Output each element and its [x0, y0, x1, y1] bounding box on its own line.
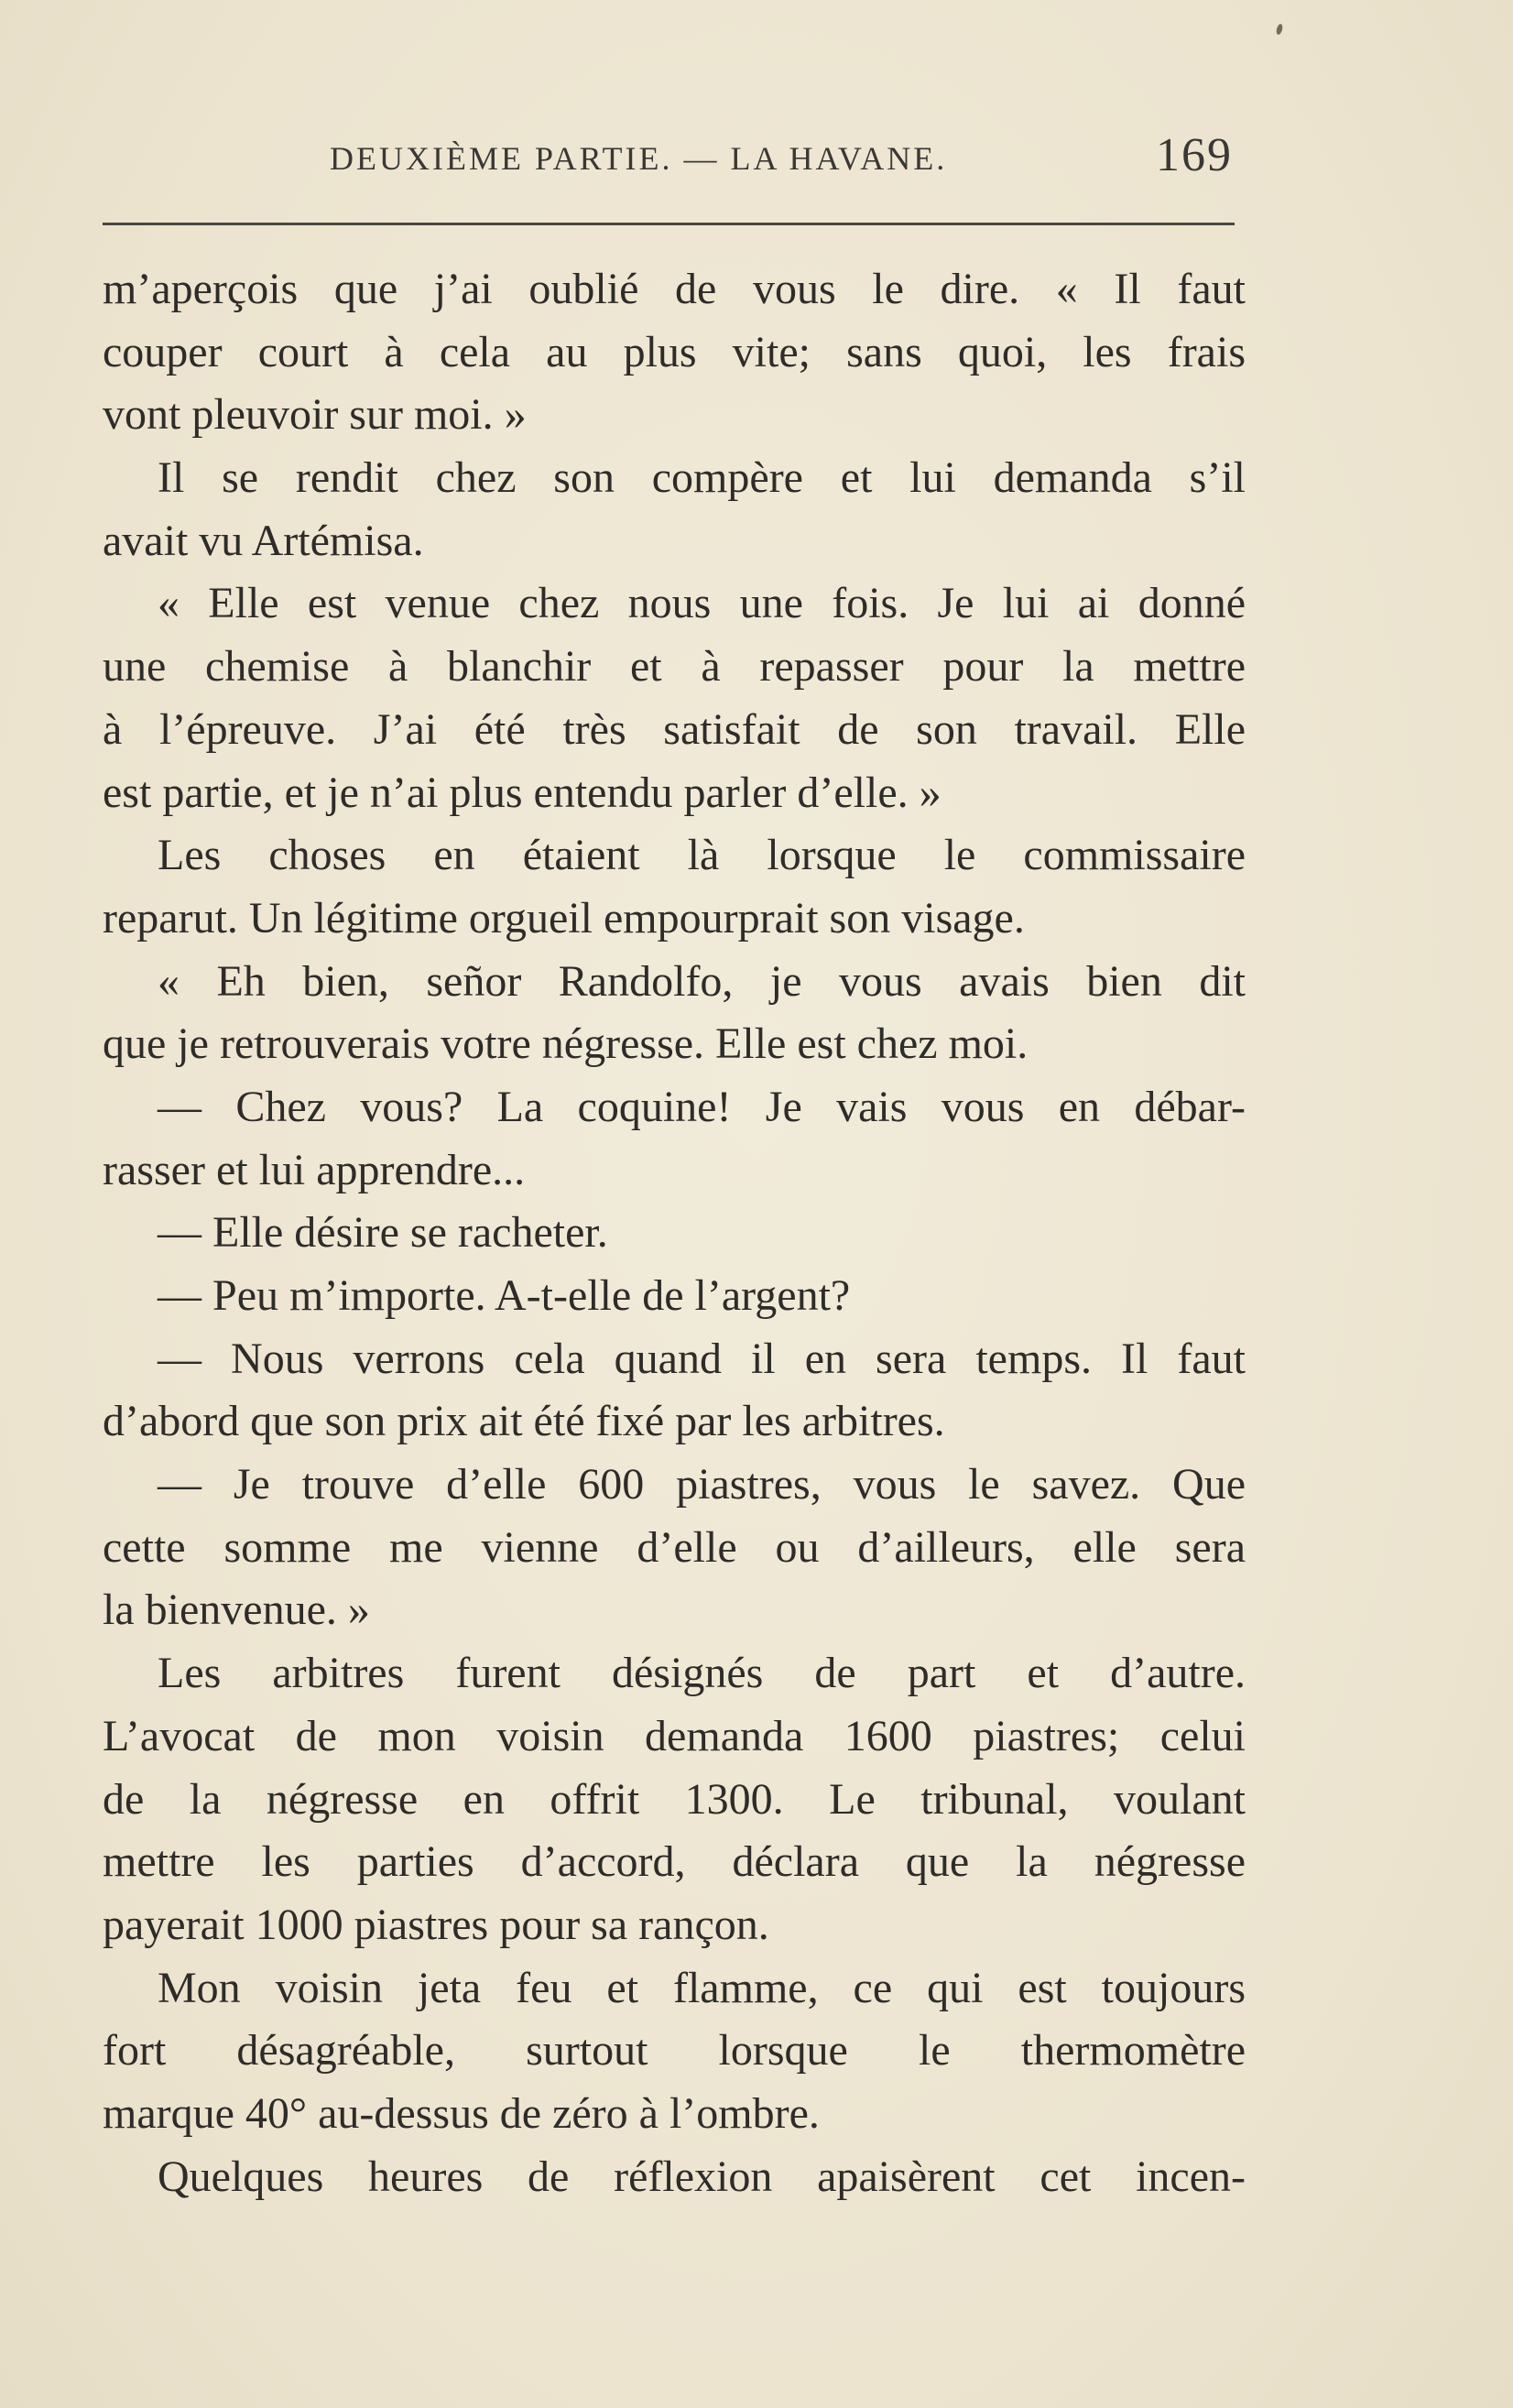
text-line: — Chez vous? La coquine! Je vais vous en débar- [158, 1082, 1246, 1131]
text-line: de la négresse en offrit 1300. Le tribunal, voulant [103, 1774, 1246, 1824]
page-number: 169 [1156, 129, 1233, 181]
text-line: vont pleuvoir sur moi. » [103, 390, 527, 440]
ink-speck [1276, 23, 1284, 35]
text-line: la bienvenue. » [103, 1585, 370, 1635]
text-line: « Eh bien, señor Randolfo, je vous avais bien dit [158, 956, 1246, 1006]
body-text [103, 258, 1246, 2208]
text-line: rasser et lui apprendre... [103, 1145, 526, 1194]
text-line: cette somme me vienne d’elle ou d’ailleurs, elle sera [103, 1522, 1246, 1572]
text-line: d’abord que son prix ait été fixé par les arbitres. [103, 1397, 945, 1446]
text-line: — Je trouve d’elle 600 piastres, vous le savez. Que [158, 1460, 1246, 1509]
text-line: — Nous verrons cela quand il en sera temps. Il faut [158, 1334, 1246, 1383]
running-head: DEUXIÈME PARTIE. — LA HAVANE. [330, 140, 948, 177]
text-line: que je retrouverais votre négresse. Elle est chez moi. [103, 1019, 1029, 1069]
header-rule [103, 223, 1235, 225]
text-line: « Elle est venue chez nous une fois. Je lui ai donné [158, 579, 1246, 628]
text-line: Mon voisin jeta feu et flamme, ce qui est toujours [158, 1963, 1246, 2012]
text-line: m’aperçois que j’ai oublié de vous le dire. « Il faut [103, 265, 1246, 313]
text-line: payerait 1000 piastres pour sa rançon. [103, 1900, 769, 1949]
text-line: est partie, et je n’ai plus entendu parler d’elle. » [103, 768, 942, 817]
text-line: L’avocat de mon voisin demanda 1600 piastres; celui [103, 1711, 1246, 1760]
text-line: Il se rendit chez son compère et lui demanda s’il [158, 453, 1246, 503]
text-line: une chemise à blanchir et à repasser pour la mettre [103, 642, 1246, 692]
text-line: marque 40° au-dessus de zéro à l’ombre. [103, 2088, 820, 2138]
text-line: Les arbitres furent désignés de part et d’autre. [158, 1649, 1246, 1698]
text-line: à l’épreuve. J’ai été très satisfait de son travail. Elle [103, 704, 1246, 754]
text-line: Quelques heures de réflexion apaisèrent cet incen- [158, 2152, 1246, 2201]
text-line: reparut. Un légitime orgueil empourprait son visage. [103, 893, 1025, 942]
text-line: mettre les parties d’accord, déclara que la négresse [103, 1837, 1246, 1887]
text-line: Les choses en étaient là lorsque le commissaire [158, 831, 1246, 880]
text-line: couper court à cela au plus vite; sans quoi, les frais [103, 327, 1246, 376]
text-line: — Peu m’importe. A-t-elle de l’argent? [158, 1271, 851, 1320]
text-line: — Elle désire se racheter. [158, 1208, 608, 1258]
text-line: avait vu Artémisa. [103, 516, 424, 565]
text-line: fort désagréable, surtout lorsque le thermomètre [103, 2026, 1246, 2076]
